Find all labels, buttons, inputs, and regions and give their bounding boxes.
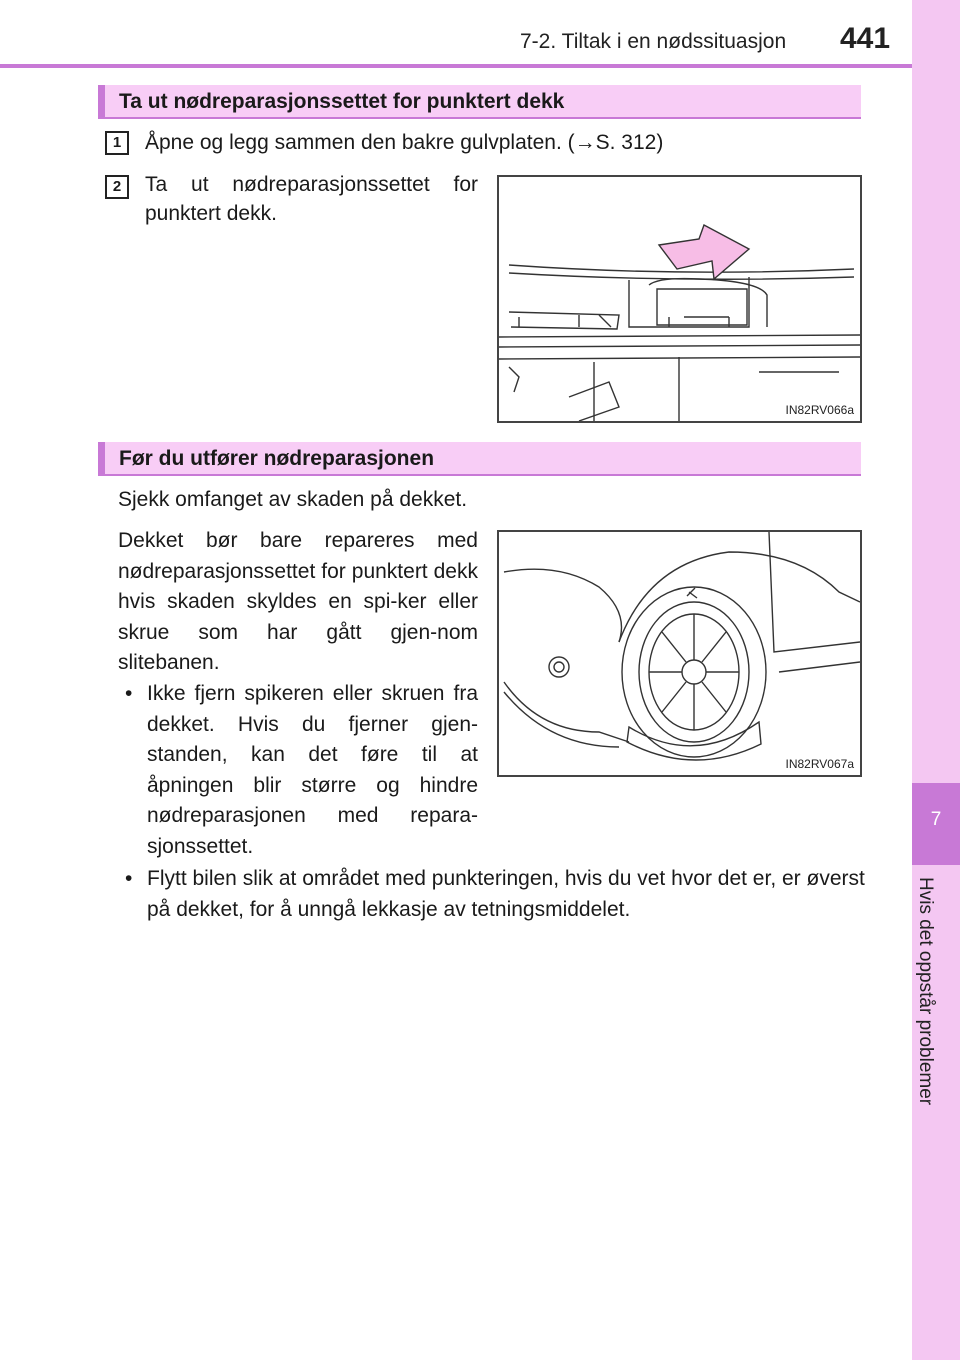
step-number-2: 2 [105, 175, 129, 199]
trunk-illustration [499, 177, 860, 421]
section-heading-text: Ta ut nødreparasjonssettet for punktert dekk [119, 90, 565, 113]
running-header: 7-2. Tiltak i en nødssituasjon [520, 30, 787, 53]
list-item-text: Ikke fjern spikeren eller skruen fra dekket. Hvis du fjerner gjen-standen, kan det føre til at åpningen blir større og hindre nødreparasjonen med repara-sjonssettet. [147, 682, 478, 858]
step-2-text: Ta ut nødreparasjonssettet for punktert dekk. [145, 173, 478, 225]
chapter-side-tab [912, 0, 960, 1360]
intro-text: Sjekk omfanget av skaden på dekket. [118, 488, 468, 511]
section-heading-text: Før du utfører nødreparasjonen [119, 447, 435, 470]
section-heading [98, 442, 861, 476]
body-paragraph: Dekket bør bare repareres med nødreparasjonssettet for punktert dekk hvis skaden skyldes en spi-ker eller skrue som har gått gjen-nom slitebanen. [118, 529, 478, 674]
section-heading [98, 85, 861, 119]
chapter-number: 7 [930, 809, 942, 830]
figure-flat-tire [497, 530, 862, 777]
page-number: 441 [840, 22, 891, 55]
bullet-icon: • [125, 867, 133, 890]
header-rule [0, 64, 912, 68]
step-number-1: 1 [105, 131, 129, 155]
list-item-text: Flytt bilen slik at området med punkteringen, hvis du vet hvor det er, er øverst på dekket, for å unngå lekkasje av tetningsmiddelet. [147, 867, 865, 921]
chapter-title: Hvis det oppstår problemer [915, 877, 936, 1106]
figure-trunk-floor [497, 175, 862, 423]
figure-code: IN82RV066a [785, 403, 854, 417]
chapter-number-box [912, 783, 960, 865]
step-1-text: Åpne og legg sammen den bakre gulvplaten. (→S. 312) [145, 131, 664, 154]
flat-tire-illustration [499, 532, 860, 775]
bullet-icon: • [125, 682, 133, 705]
figure-code: IN82RV067a [785, 757, 854, 771]
